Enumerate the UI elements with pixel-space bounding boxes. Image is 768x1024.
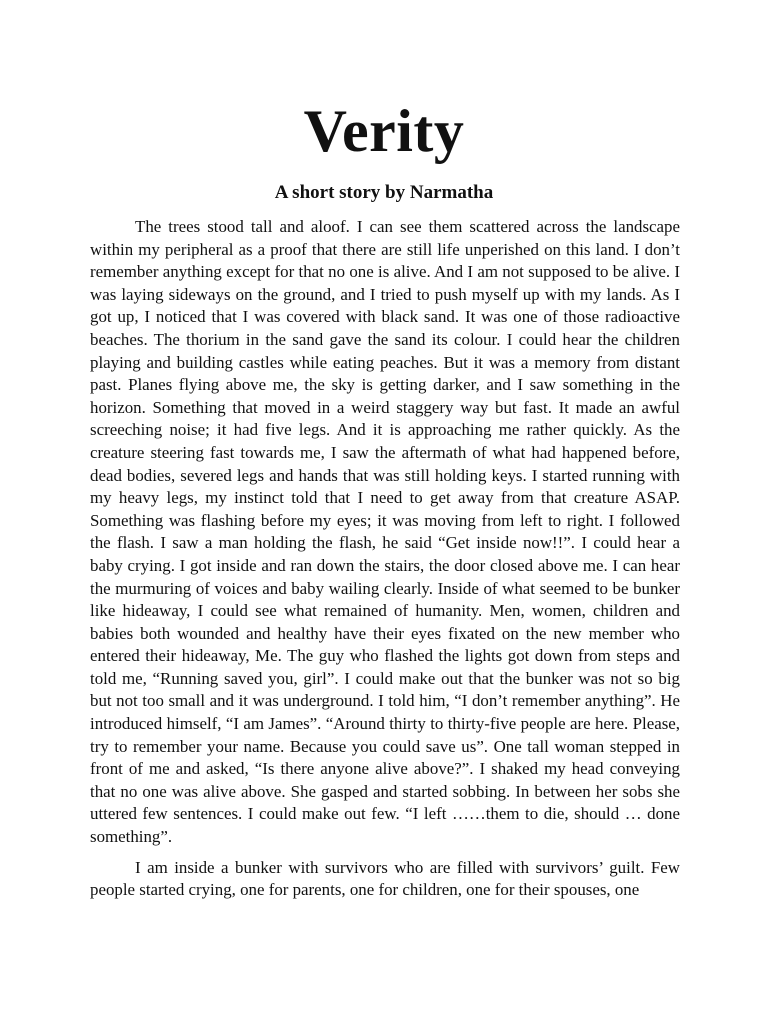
paragraph-2: I am inside a bunker with survivors who are filled with survivors’ guilt. Few people started crying, one for parents, one for children, one for their spouses, one [90,857,680,900]
story-subtitle: A short story by Narmatha [274,182,494,203]
story-body [90,216,680,910]
paragraph-1: The trees stood tall and aloof. I can see them scattered across the landscape within my peripheral as a proof that there are still life unperished on this land. I don’t remember anything except for that no one is alive. And I am not supposed to be alive. I was laying sideways on the ground, and I tried to push myself up with my lands. As I got up, I noticed that I was covered with black sand. It was one of those radioactive beaches. The thorium in the sand gave the sand its colour. I could hear the children playing and building castles while eating peaches. But it was a memory from distant past. Planes flying above me, the sky is getting darker, and I saw something in the horizon. Something that moved in a weird staggery way but fast. It made an awful screeching noise; it had five legs. And it is approaching me rather quickly. As the creature steering fast towards me, I saw the aftermath of what had happened before, dead bodies, severed legs and hands that was still holding keys. I started running with my heavy legs, my instinct told that I need to get away from that creature ASAP. Something was flashing before my eyes; it was moving from left to right. I followed the flash. I saw a man holding the flash, he said “Get inside now!!”. I could hear a baby crying. I got inside and ran down the stairs, the door closed above me. I can hear the murmuring of voices and baby wailing clearly. Inside of what seemed to be bunker like hideaway, I could see what remained of humanity. Men, women, children and babies both wounded and healthy have their eyes fixated on the new member who entered their hideaway, Me. The guy who flashed the lights got down from steps and told me, “Running saved you, girl”. I could make out that the bunker was not so big but not too small and it was underground. I told him, “I don’t remember anything”. He introduced himself, “I am James”. “Around thirty to thirty-five people are here. Please, try to remember your name. Because you could save us”. One tall woman stepped in front of me and asked, “Is there anyone alive above?”. I shaked my head conveying that no one was alive above. She gasped and started sobbing. In between her sobs she uttered few sentences. I could make out few. “I left ……them to die, should … done something”. [90,217,680,847]
story-title: Verity [303,98,465,164]
